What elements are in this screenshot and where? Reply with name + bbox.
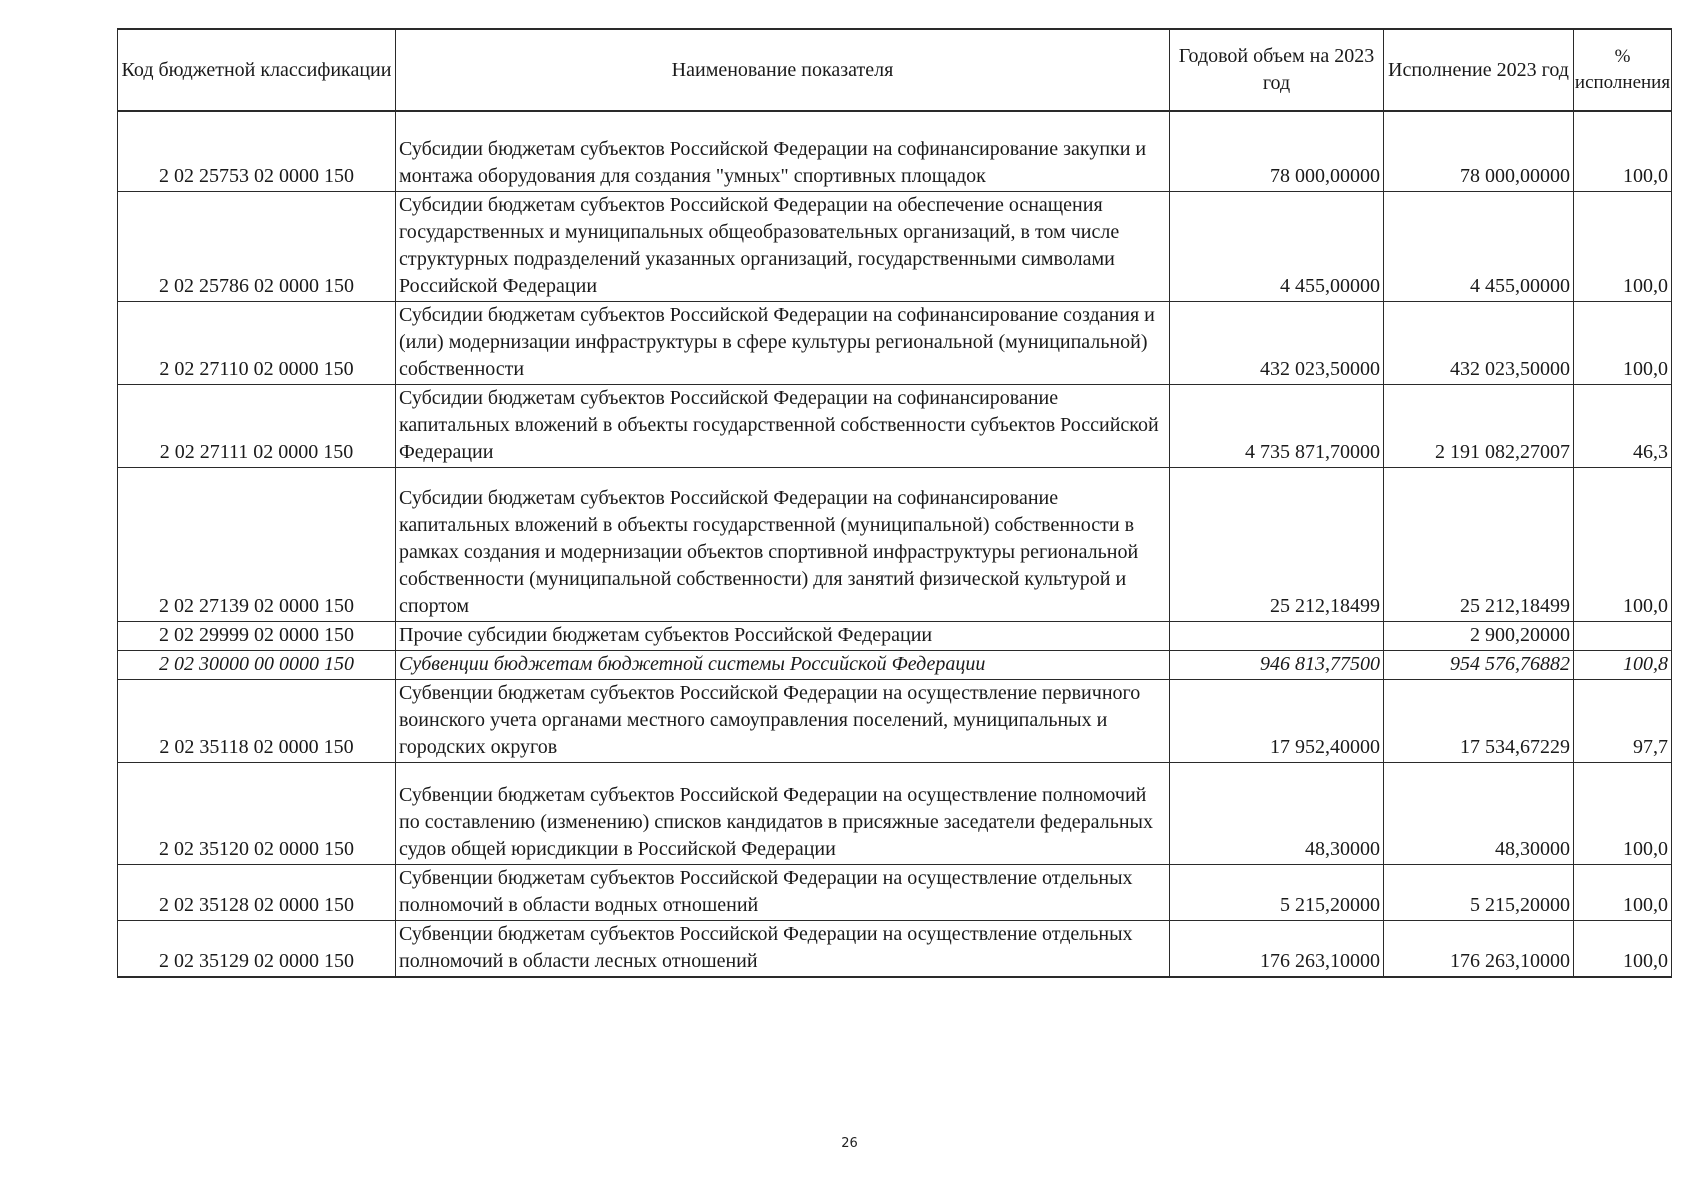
row-annual-volume: 176 263,10000 <box>1170 920 1384 977</box>
table-row <box>118 111 1672 191</box>
row-execution: 2 191 082,27007 <box>1384 384 1574 467</box>
table-header <box>118 29 1672 111</box>
header-percent: % исполнения <box>1574 29 1672 111</box>
row-name: Субвенции бюджетам субъектов Российской Федерации на осуществление первичного воинского учета органами местного самоуправления поселений, муниципальных и городских округов <box>396 679 1170 762</box>
table-row <box>118 621 1672 650</box>
row-annual-volume: 17 952,40000 <box>1170 679 1384 762</box>
table-row <box>118 679 1672 762</box>
row-code: 2 02 27111 02 0000 150 <box>118 384 396 467</box>
row-name: Прочие субсидии бюджетам субъектов Российской Федерации <box>396 621 1170 650</box>
row-name: Субсидии бюджетам субъектов Российской Федерации на софинансирование капитальных вложений в объекты государственной собственности субъектов Российской Федерации <box>396 384 1170 467</box>
header-name: Наименование показателя <box>396 29 1170 111</box>
header-code: Код бюджетной классификации <box>118 29 396 111</box>
row-percent: 97,7 <box>1574 679 1672 762</box>
row-code: 2 02 35128 02 0000 150 <box>118 864 396 920</box>
page-number: 26 <box>841 1136 858 1151</box>
row-execution: 432 023,50000 <box>1384 301 1574 384</box>
row-name: Субвенции бюджетам субъектов Российской Федерации на осуществление отдельных полномочий в области водных отношений <box>396 864 1170 920</box>
table-row <box>118 864 1672 920</box>
table-row <box>118 650 1672 679</box>
row-name: Субсидии бюджетам субъектов Российской Федерации на обеспечение оснащения государственных и муниципальных общеобразовательных организаций, в том числе структурных подразделений указанных организаций, государственными символами Российской Федерации <box>396 191 1170 301</box>
table-row <box>118 920 1672 977</box>
row-annual-volume: 78 000,00000 <box>1170 111 1384 191</box>
table-row <box>118 384 1672 467</box>
row-execution: 17 534,67229 <box>1384 679 1574 762</box>
row-code: 2 02 25786 02 0000 150 <box>118 191 396 301</box>
row-name: Субсидии бюджетам субъектов Российской Федерации на софинансирование создания и (или) модернизации инфраструктуры в сфере культуры региональной (муниципальной) собственности <box>396 301 1170 384</box>
row-name: Субсидии бюджетам субъектов Российской Федерации на софинансирование капитальных вложений в объекты государственной (муниципальной) собственности в рамках создания и модернизации объектов спортивной инфраструктуры региональной собственности (муниципальной собственности) для занятий физической культурой и спортом <box>396 467 1170 621</box>
row-name: Субвенции бюджетам субъектов Российской Федерации на осуществление отдельных полномочий в области лесных отношений <box>396 920 1170 977</box>
row-name: Субсидии бюджетам субъектов Российской Федерации на софинансирование закупки и монтажа оборудования для создания "умных" спортивных площадок <box>396 111 1170 191</box>
row-code: 2 02 29999 02 0000 150 <box>118 621 396 650</box>
table-row <box>118 191 1672 301</box>
row-code: 2 02 35120 02 0000 150 <box>118 762 396 864</box>
row-code: 2 02 25753 02 0000 150 <box>118 111 396 191</box>
row-annual-volume: 48,30000 <box>1170 762 1384 864</box>
table-row <box>118 301 1672 384</box>
row-code: 2 02 27139 02 0000 150 <box>118 467 396 621</box>
row-execution: 5 215,20000 <box>1384 864 1574 920</box>
header-execution: Исполнение 2023 год <box>1384 29 1574 111</box>
row-percent: 100,0 <box>1574 864 1672 920</box>
row-execution: 954 576,76882 <box>1384 650 1574 679</box>
table-row <box>118 762 1672 864</box>
budget-execution-table <box>117 28 1672 978</box>
table-body <box>118 111 1672 977</box>
row-annual-volume: 4 735 871,70000 <box>1170 384 1384 467</box>
row-execution: 78 000,00000 <box>1384 111 1574 191</box>
table-row <box>118 467 1672 621</box>
row-percent: 100,0 <box>1574 111 1672 191</box>
row-annual-volume: 432 023,50000 <box>1170 301 1384 384</box>
row-annual-volume <box>1170 621 1384 650</box>
row-execution: 48,30000 <box>1384 762 1574 864</box>
row-annual-volume: 5 215,20000 <box>1170 864 1384 920</box>
row-execution: 25 212,18499 <box>1384 467 1574 621</box>
row-annual-volume: 4 455,00000 <box>1170 191 1384 301</box>
row-percent: 100,0 <box>1574 191 1672 301</box>
row-percent: 100,8 <box>1574 650 1672 679</box>
row-code: 2 02 35118 02 0000 150 <box>118 679 396 762</box>
row-code: 2 02 27110 02 0000 150 <box>118 301 396 384</box>
header-row <box>118 29 1672 111</box>
row-name: Субвенции бюджетам бюджетной системы Российской Федерации <box>396 650 1170 679</box>
row-annual-volume: 946 813,77500 <box>1170 650 1384 679</box>
row-code: 2 02 35129 02 0000 150 <box>118 920 396 977</box>
row-execution: 4 455,00000 <box>1384 191 1574 301</box>
row-percent: 46,3 <box>1574 384 1672 467</box>
row-name: Субвенции бюджетам субъектов Российской Федерации на осуществление полномочий по составлению (изменению) списков кандидатов в присяжные заседатели федеральных судов общей юрисдикции в Российской Федерации <box>396 762 1170 864</box>
row-percent: 100,0 <box>1574 920 1672 977</box>
row-code: 2 02 30000 00 0000 150 <box>118 650 396 679</box>
row-percent: 100,0 <box>1574 467 1672 621</box>
row-percent <box>1574 621 1672 650</box>
row-percent: 100,0 <box>1574 762 1672 864</box>
row-execution: 2 900,20000 <box>1384 621 1574 650</box>
row-annual-volume: 25 212,18499 <box>1170 467 1384 621</box>
row-execution: 176 263,10000 <box>1384 920 1574 977</box>
row-percent: 100,0 <box>1574 301 1672 384</box>
header-annual: Годовой объем на 2023 год <box>1170 29 1384 111</box>
